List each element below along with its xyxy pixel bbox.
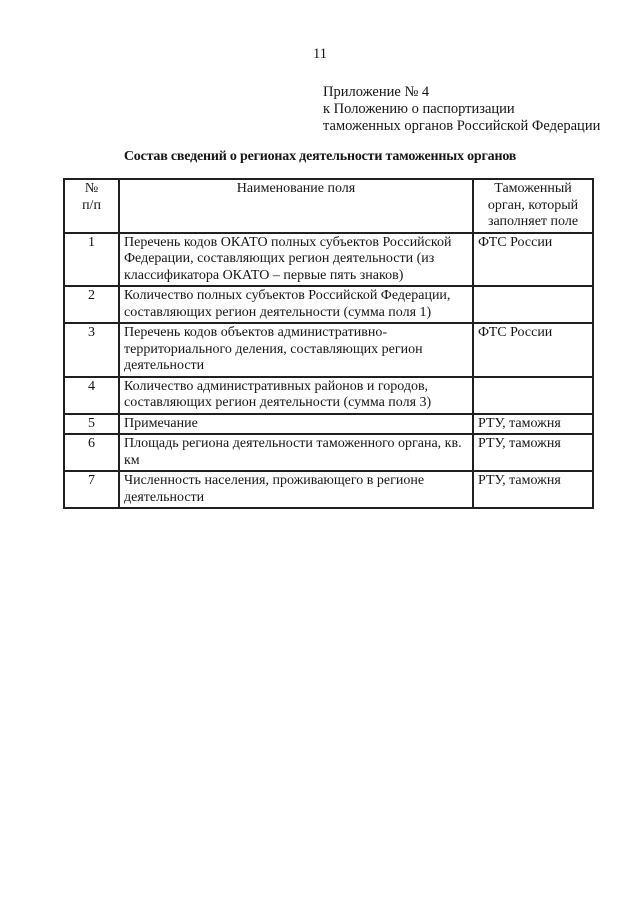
cell-filling-organ: ФТС России — [473, 233, 593, 287]
cell-row-number: 2 — [64, 286, 119, 323]
cell-row-number: 1 — [64, 233, 119, 287]
appendix-line-1: Приложение № 4 — [323, 84, 430, 100]
cell-row-number: 7 — [64, 471, 119, 508]
cell-filling-organ — [473, 286, 593, 323]
cell-filling-organ: РТУ, таможня — [473, 414, 593, 435]
cell-row-number: 6 — [64, 434, 119, 471]
cell-field-name: Примечание — [119, 414, 473, 435]
appendix-note — [323, 84, 600, 135]
cell-row-number: 3 — [64, 323, 119, 377]
header-cell-num — [64, 179, 119, 233]
table-header-row — [64, 179, 593, 233]
cell-field-name: Перечень кодов объектов административно-территориального деления, составляющих регион деятельности — [119, 323, 473, 377]
table-row — [64, 471, 593, 508]
cell-filling-organ: ФТС России — [473, 323, 593, 377]
header-num-line1: № — [84, 181, 99, 196]
fields-table — [63, 178, 594, 509]
cell-filling-organ: РТУ, таможня — [473, 434, 593, 471]
document-title: Состав сведений о регионах деятельности таможенных органов — [123, 149, 517, 164]
table-row — [64, 286, 593, 323]
cell-filling-organ — [473, 377, 593, 414]
cell-field-name: Площадь региона деятельности таможенного органа, кв. км — [119, 434, 473, 471]
cell-field-name: Количество административных районов и городов, составляющих регион деятельности (сумма поля 3) — [119, 377, 473, 414]
cell-filling-organ: РТУ, таможня — [473, 471, 593, 508]
cell-field-name: Численность населения, проживающего в регионе деятельности — [119, 471, 473, 508]
appendix-line-2: к Положению о паспортизации — [323, 101, 515, 117]
page-number: 11 — [313, 46, 327, 62]
cell-row-number: 5 — [64, 414, 119, 435]
cell-row-number: 4 — [64, 377, 119, 414]
table-row — [64, 414, 593, 435]
table-row — [64, 233, 593, 287]
cell-field-name: Перечень кодов ОКАТО полных субъектов Российской Федерации, составляющих регион деятельности (из классификатора ОКАТО – первые пять знаков) — [119, 233, 473, 287]
table-row — [64, 323, 593, 377]
table-row — [64, 377, 593, 414]
header-cell-organ: Таможенный орган, который заполняет поле — [473, 179, 593, 233]
cell-field-name: Количество полных субъектов Российской Федерации, составляющих регион деятельности (сумма поля 1) — [119, 286, 473, 323]
header-cell-name: Наименование поля — [119, 179, 473, 233]
header-num-line2: п/п — [82, 197, 101, 213]
appendix-line-3: таможенных органов Российской Федерации — [323, 118, 601, 134]
table-row — [64, 434, 593, 471]
